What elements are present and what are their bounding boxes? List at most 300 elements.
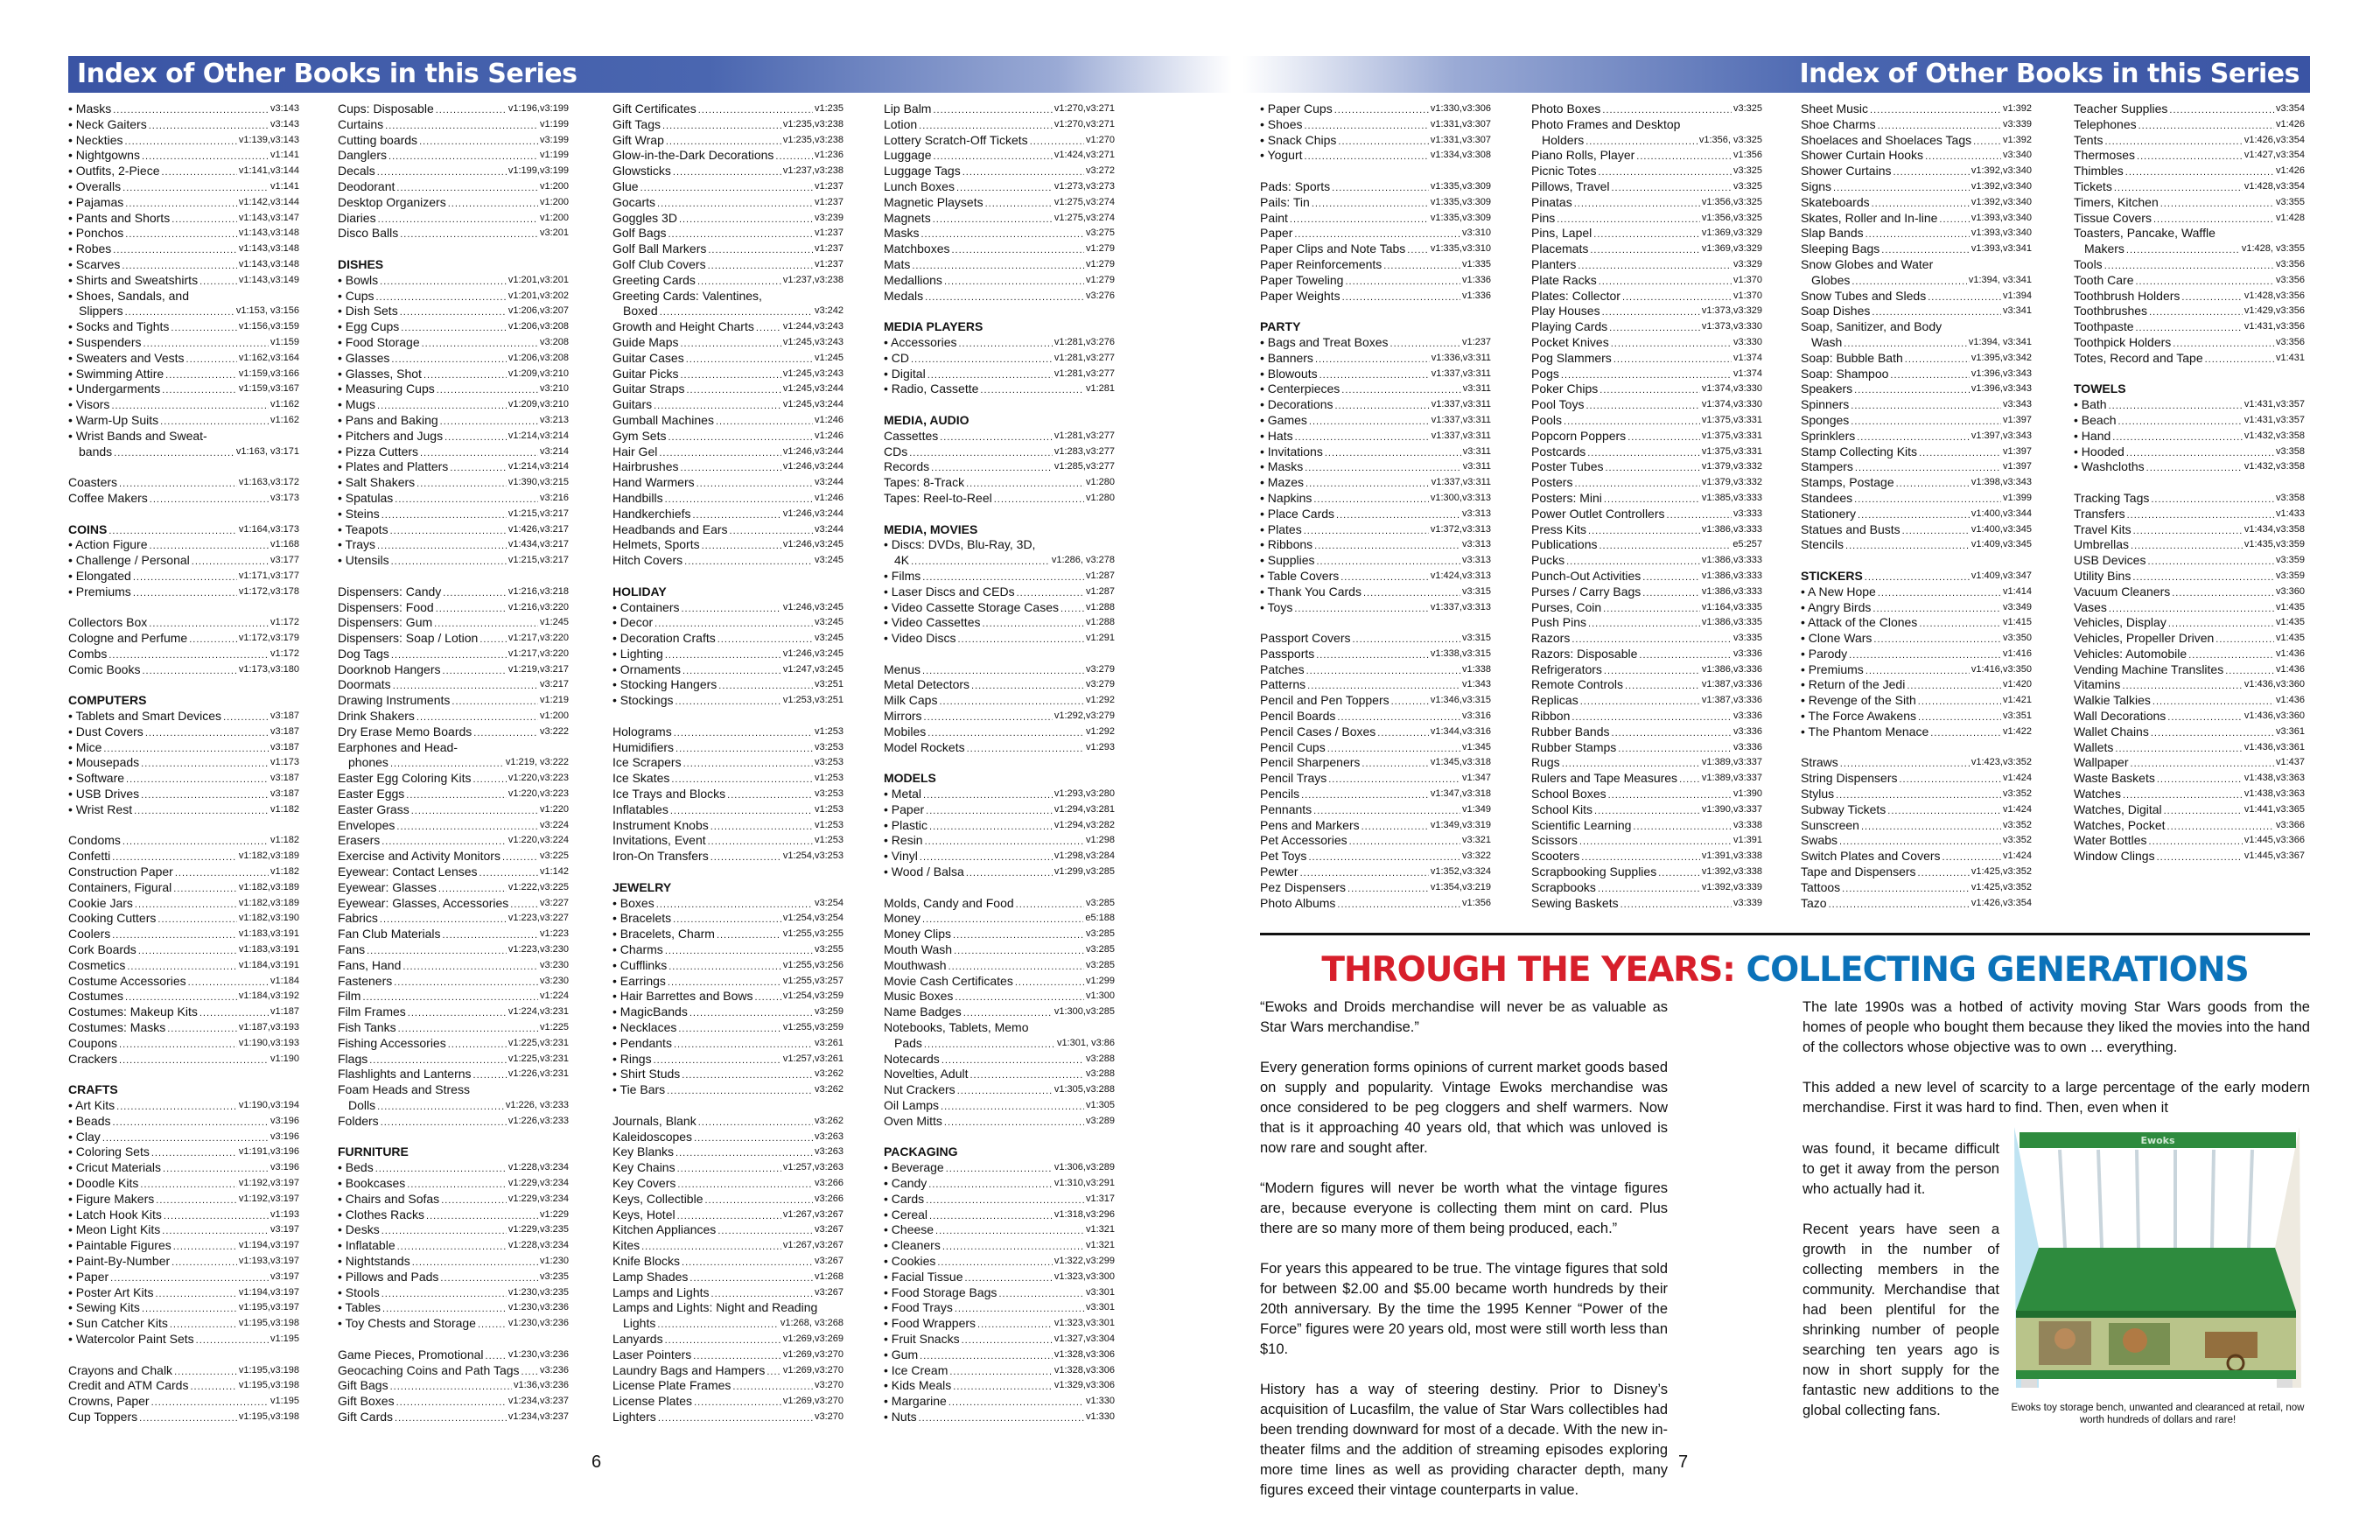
leader-dots (138, 942, 237, 958)
index-entry (68, 444, 299, 460)
index-entry (612, 818, 844, 834)
leader-dots (686, 382, 780, 397)
index-entry-label: Key Covers (612, 1175, 676, 1190)
index-entry-label: Vitamins (2074, 677, 2121, 692)
leader-dots (2109, 397, 2243, 413)
index-entry (1531, 319, 1762, 335)
index-page-ref: v1:347 (1461, 773, 1491, 784)
index-entry-label: Skateboards (1801, 194, 1870, 209)
leader-dots (377, 397, 507, 413)
index-page-ref: v1:219,v3:217 (508, 663, 569, 675)
index-entry-label: Movie Cash Certificates (884, 973, 1013, 988)
leader-dots (673, 164, 781, 179)
index-entry-label: bands (79, 444, 113, 458)
index-entry (884, 677, 1115, 693)
index-entry (884, 1254, 1115, 1270)
index-entry (884, 179, 1115, 195)
index-entry-label: Pens and Markers (1260, 817, 1360, 832)
index-entry-label: • Hats (1260, 428, 1293, 443)
index-entry-label: Deodorant (338, 178, 396, 193)
index-page-ref: v1:434,v3:217 (508, 539, 569, 550)
index-page-ref: v3:267 (814, 1286, 844, 1298)
leader-dots (1588, 615, 1700, 631)
index-page-ref: v1:343 (1461, 679, 1491, 690)
index-entry-label: Play Houses (1531, 304, 1600, 318)
index-page-ref: v1:425,v3:352 (1970, 866, 2032, 878)
index-entry (1260, 553, 1491, 569)
index-entry-label: JEWELRY (612, 879, 672, 894)
leader-dots (966, 475, 1084, 491)
leader-dots (1905, 351, 1970, 367)
leader-dots (1839, 833, 2001, 849)
leader-dots (200, 1004, 269, 1020)
leader-dots (1295, 429, 1430, 444)
index-entry (1531, 226, 1762, 242)
leader-dots (1628, 429, 1700, 444)
index-entry (1260, 273, 1491, 289)
index-page-ref: v1:375,v3:331 (1701, 430, 1762, 441)
index-entry (612, 1192, 844, 1208)
index-entry-label: Curtains (338, 116, 384, 131)
index-entry-label: • Toys (1260, 599, 1293, 614)
leader-dots (673, 911, 781, 927)
index-entry-label: Pillows, Travel (1531, 178, 1610, 193)
index-entry-label: Pencils (1260, 787, 1300, 802)
leader-dots (1878, 117, 2001, 133)
index-entry-label: • Action Figure (68, 537, 148, 552)
article-paragraph: For years this appeared to be true. The vintage figures that sold for between $2.00 and $5.00 became worth hundreds by their 20th anniversary. By the time the 1995 Kenner “Power of the Force” figures were 20 years old, most were still worth less than $10. (1260, 1261, 1668, 1357)
index-page-ref: v1:190 (270, 1053, 299, 1064)
index-page-ref: v1:229,v3:234 (508, 1177, 569, 1188)
index-entry-label: Envelopes (338, 817, 396, 832)
index-entry (1531, 615, 1762, 631)
index-page-ref: v1:336 (1461, 274, 1491, 285)
index-entry (1260, 677, 1491, 693)
index-entry (2074, 724, 2305, 740)
index-page-ref: v1:182,v3:189 (238, 897, 299, 908)
index-entry (338, 802, 569, 818)
leader-dots (113, 102, 269, 117)
index-page-ref: v1:436 (2275, 695, 2305, 706)
leader-dots (1337, 896, 1460, 912)
index-page-ref: v1:300,v3:313 (1430, 492, 1491, 503)
index-page-ref: v1:373,v3:330 (1701, 321, 1762, 332)
index-page-ref: v1:172,v3:178 (238, 585, 299, 597)
index-page-ref: v3:214 (539, 445, 569, 457)
index-entry (68, 1052, 299, 1068)
index-page-ref: v1:370 (1732, 290, 1762, 301)
leader-dots (1894, 164, 1970, 179)
index-entry (338, 102, 569, 117)
index-page-ref: v1:435 (2275, 601, 2305, 612)
index-category-heading (68, 1082, 299, 1098)
leader-dots (935, 1222, 1084, 1238)
leader-dots (718, 1222, 813, 1238)
index-entry-label: Hair Gel (612, 444, 658, 458)
index-entry-label: • Hooded (2074, 444, 2124, 458)
index-page-ref: v3:288 (1085, 1068, 1115, 1080)
index-entry (2074, 413, 2305, 429)
index-entry (884, 475, 1115, 491)
leader-dots (114, 444, 234, 460)
leader-dots (1844, 335, 1967, 351)
index-entry (884, 1114, 1115, 1130)
index-page-ref: v1:214,v3:214 (508, 461, 569, 472)
index-page-ref: v1:391 (1732, 835, 1762, 846)
section-divider (1260, 933, 2310, 935)
index-entry (68, 289, 299, 304)
index-page-ref: v3:301 (1085, 1302, 1115, 1313)
leader-dots (708, 242, 813, 257)
index-entry (1531, 709, 1762, 724)
index-entry-label: • Trays (338, 537, 376, 552)
index-entry (884, 1082, 1115, 1098)
leader-dots (127, 958, 237, 974)
index-page-ref: v1:416,v3:350 (1970, 663, 2032, 675)
index-entry (338, 1208, 569, 1223)
index-entry-label: Magnets (884, 210, 931, 225)
index-page-ref: v1:142,v3:144 (238, 196, 299, 207)
index-entry-label: Oil Lamps (884, 1098, 940, 1112)
index-entry-label: Lunch Boxes (884, 178, 955, 193)
index-entry-label: Goggles 3D (612, 210, 677, 225)
index-entry (1801, 319, 2032, 335)
index-entry-label: Scrapbooking Supplies (1531, 864, 1657, 879)
index-entry (884, 117, 1115, 133)
index-entry (2074, 833, 2305, 849)
leader-dots (1312, 195, 1429, 211)
leader-dots (931, 459, 1053, 475)
index-page-ref: v3:275 (1085, 228, 1115, 239)
index-entry-label: Subway Tickets (1801, 802, 1886, 816)
index-page-ref: v3:325 (1732, 165, 1762, 177)
leader-dots (381, 1114, 507, 1130)
index-entry (68, 911, 299, 927)
index-page-ref: v1:143,v3:148 (238, 228, 299, 239)
index-entry-label: • Neckties (68, 132, 123, 147)
index-page-ref: v1:182,v3:189 (238, 881, 299, 892)
index-spacer (2074, 367, 2305, 382)
article-title-blue: COLLECTING GENERATIONS (1746, 950, 2249, 990)
index-entry (1801, 693, 2032, 709)
leader-dots (1566, 553, 1700, 569)
leader-dots (141, 787, 269, 802)
index-page-ref: v1:143,v3:148 (238, 243, 299, 255)
leader-dots (957, 631, 1084, 647)
index-entry-label: • Tie Bars (612, 1082, 666, 1097)
index-entry-label: Exercise and Activity Monitors (338, 849, 500, 864)
index-entry-label: • Return of the Jedi (1801, 677, 1906, 692)
index-entry (1801, 179, 2032, 195)
index-page-ref: v1:172,v3:179 (238, 633, 299, 644)
index-entry-label: • Figure Makers (68, 1191, 155, 1206)
index-entry-label: • Mice (68, 739, 102, 754)
index-page-ref: v1:337,v3:311 (1431, 477, 1491, 488)
index-page-ref: v1:397 (2002, 461, 2032, 472)
index-entry (1260, 367, 1491, 382)
leader-dots (957, 1082, 1053, 1098)
index-entry (338, 459, 569, 475)
index-page-ref: v3:262 (814, 1068, 844, 1080)
index-page-ref: v1:230,v3:236 (508, 1318, 569, 1329)
index-page-ref: v1:164,v3:335 (1701, 601, 1762, 612)
index-entry (1531, 289, 1762, 304)
index-entry (1260, 179, 1491, 195)
index-entry-label: USB Devices (2074, 553, 2146, 568)
index-entry-label: • Coloring Sets (68, 1144, 150, 1159)
index-page-ref: v1:237 (814, 180, 844, 192)
leader-dots (1907, 677, 2001, 693)
index-page-ref: v1:345,v3:318 (1430, 757, 1491, 768)
index-entry (884, 662, 1115, 678)
leader-dots (929, 818, 1053, 834)
index-entry (612, 724, 844, 740)
index-entry (2074, 771, 2305, 787)
index-entry (612, 211, 844, 227)
index-entry (1801, 335, 2032, 351)
leader-dots (402, 958, 538, 974)
leader-dots (982, 615, 1083, 631)
index-entry-label: • Pizza Cutters (338, 444, 419, 458)
index-entry (612, 1238, 844, 1254)
index-page-ref: v3:336 (1732, 741, 1762, 752)
index-entry-label: • Kids Meals (884, 1378, 952, 1393)
index-page-ref: v1:162,v3:164 (238, 352, 299, 363)
index-entry (1260, 709, 1491, 724)
index-page-ref: v1:190,v3:193 (238, 1037, 299, 1048)
index-page-ref: v1:293 (1085, 741, 1115, 752)
index-entry-label: Oven Mitts (884, 1113, 942, 1128)
index-page-ref: v1:275,v3:274 (1054, 196, 1115, 207)
index-entry-label: • Angry Birds (1801, 599, 1872, 614)
index-entry-label: • Beads (68, 1113, 111, 1128)
index-entry-label: Lights (623, 1316, 656, 1331)
index-entry-label: Confetti (68, 849, 111, 864)
index-entry (2074, 179, 2305, 195)
leader-dots (140, 1176, 236, 1192)
leader-dots (2151, 491, 2274, 507)
index-entry (338, 647, 569, 662)
leader-dots (948, 1394, 1084, 1410)
index-entry (612, 148, 844, 164)
index-page-ref: v1:400,v3:344 (1970, 508, 2032, 519)
index-page-ref: v1:390 (1732, 788, 1762, 800)
index-page-ref: v1:424,v3:271 (1054, 150, 1115, 161)
leader-dots (448, 195, 538, 211)
index-entry (1801, 787, 2032, 802)
index-entry-label: String Dispensers (1801, 771, 1898, 786)
index-page-ref: v3:329 (1732, 258, 1762, 270)
leader-dots (668, 226, 812, 242)
index-entry-label: • Banners (1260, 350, 1313, 365)
leader-dots (2125, 164, 2274, 179)
leader-dots (1611, 335, 1732, 351)
index-page-ref: v3:356 (2275, 336, 2305, 347)
index-page-ref: e5:188 (1085, 913, 1115, 924)
index-page-ref: v3:352 (2002, 835, 2032, 846)
leader-dots (1304, 522, 1429, 538)
leader-dots (1313, 802, 1460, 818)
index-page-ref: v3:235 (539, 1270, 569, 1282)
article-paragraph: “Ewoks and Droids merchandise will never be as valuable as Star Wars merchandise.” (1260, 999, 1668, 1035)
index-page-ref: v1:246,v3:244 (782, 461, 844, 472)
leader-dots (1300, 864, 1429, 880)
leader-dots (1290, 211, 1429, 227)
leader-dots (407, 1176, 507, 1192)
index-entry (2074, 319, 2305, 335)
index-page-ref: v1:254,v3:254 (782, 913, 844, 924)
leader-dots (928, 367, 1053, 382)
index-page-ref: v1:235,v3:238 (782, 134, 844, 145)
article-paragraph: Recent years have seen a growth in the number of collecting members in the community. Merchandise that had been plentiful for the shrinking number of people searching ten years ago is now in short supply for the fantastic new additions to the global collecting fans. (1802, 1222, 1999, 1418)
index-entry (1260, 413, 1491, 429)
index-entry (1260, 600, 1491, 616)
index-page-ref: v3:356 (2275, 258, 2305, 270)
leader-dots (682, 600, 781, 616)
leader-dots (2152, 693, 2274, 709)
index-entry-label: • Cups (338, 288, 374, 303)
index-entry (1801, 397, 2032, 413)
index-entry-label: Film (338, 989, 361, 1004)
index-entry (1260, 818, 1491, 834)
index-entry-label: • Laser Discs and CEDs (884, 584, 1015, 598)
index-entry-label: • Toy Chests and Storage (338, 1316, 476, 1331)
index-page-ref: v3:177 (270, 555, 299, 566)
index-entry (1531, 833, 1762, 849)
index-entry (1531, 507, 1762, 522)
leader-dots (162, 382, 237, 397)
index-page-ref: v3:279 (1085, 679, 1115, 690)
index-entry (68, 864, 299, 880)
leader-dots (684, 553, 813, 569)
index-entry (1801, 459, 2032, 475)
index-entry-label: Mirrors (884, 709, 922, 724)
index-entry (1531, 242, 1762, 257)
index-entry-label: Paper Weights (1260, 288, 1340, 303)
leader-dots (2157, 771, 2243, 787)
index-entry-label: • Masks (68, 102, 112, 116)
index-entry-label: Stationery (1801, 506, 1857, 521)
leader-dots (1625, 677, 1700, 693)
index-page-ref: v1:386,v3:335 (1701, 617, 1762, 628)
index-page-ref: v1:426,v3:217 (508, 523, 569, 535)
leader-dots (1306, 662, 1460, 678)
leader-dots (400, 304, 507, 319)
index-entry (1531, 195, 1762, 211)
index-entry-label: • Steins (338, 506, 380, 521)
index-entry (1801, 802, 2032, 818)
index-entry-label: Decals (338, 164, 375, 178)
index-page-ref: v1:220,v3:223 (508, 788, 569, 800)
index-entry-label: Collectors Box (68, 615, 148, 630)
index-entry-label: Drink Shakers (338, 709, 415, 724)
index-entry (2074, 335, 2305, 351)
index-page-ref: v1:195,v3:198 (238, 1410, 299, 1422)
index-page-ref: v1:182 (270, 835, 299, 846)
leader-dots (727, 787, 813, 802)
index-page-ref: v1:389,v3:337 (1701, 757, 1762, 768)
index-page-ref: v1:287 (1085, 585, 1115, 597)
leader-dots (480, 864, 538, 880)
index-entry (884, 1176, 1115, 1192)
index-entry (338, 818, 569, 834)
index-entry (2074, 304, 2305, 319)
index-page-ref: v1:217,v3:220 (508, 648, 569, 659)
index-page-ref: v3:285 (1085, 928, 1115, 940)
index-page-ref: v1:395,v3:342 (1970, 352, 2032, 363)
leader-dots (1836, 787, 2001, 802)
index-entry-label: Easter Eggs (338, 787, 405, 802)
index-entry-label: • Pitchers and Jugs (338, 428, 444, 443)
index-page-ref: v3:336 (1732, 725, 1762, 737)
index-page-ref: v1:141,v3:144 (238, 165, 299, 177)
index-entry-label: • Neck Gaiters (68, 116, 147, 131)
index-entry-label: School Boxes (1531, 787, 1606, 802)
index-entry (338, 1222, 569, 1238)
leader-dots (1363, 584, 1460, 600)
index-entry (1260, 662, 1491, 678)
leader-dots (1667, 507, 1732, 522)
leader-dots (944, 273, 1084, 289)
index-entry (884, 257, 1115, 273)
leader-dots (162, 164, 237, 179)
index-page-ref: v1:433 (2275, 508, 2305, 519)
index-entry-label: • Invitations (1260, 444, 1323, 458)
index-entry-label: Switch Plates and Covers (1801, 849, 1941, 864)
index-page-ref: v1:379,v3:332 (1701, 461, 1762, 472)
index-entry (2074, 133, 2305, 149)
leader-dots (2172, 584, 2274, 600)
index-entry (884, 273, 1115, 289)
index-page-ref: v1:338,v3:315 (1430, 648, 1491, 659)
index-entry (612, 896, 844, 912)
index-page-ref: v1:234,v3:237 (508, 1410, 569, 1422)
index-page-ref: v1:245 (539, 617, 569, 628)
index-entry (68, 724, 299, 740)
index-entry-label: Coasters (68, 475, 118, 490)
index-entry (612, 335, 844, 351)
index-entry-label: PACKAGING (884, 1144, 958, 1159)
index-page-ref: v1:429,v3:356 (2244, 305, 2305, 317)
index-entry-label: Dog Tags (338, 646, 389, 661)
leader-dots (369, 1052, 507, 1068)
index-entry-label: • Wrist Rest (68, 802, 133, 816)
index-entry (338, 1410, 569, 1425)
index-entry (1531, 335, 1762, 351)
index-entry (68, 974, 299, 990)
index-page-ref: v1:424,v3:313 (1430, 570, 1491, 581)
index-entry (2074, 226, 2305, 242)
index-page-ref: v1:415 (2002, 617, 2032, 628)
index-entry (68, 382, 299, 397)
index-entry-label: Coolers (68, 927, 111, 942)
index-entry-label: Invitations, Event (612, 833, 706, 848)
index-entry-label: CDs (884, 444, 908, 458)
index-page-ref: v1:246 (814, 430, 844, 441)
leader-dots (2138, 117, 2274, 133)
index-category-heading (338, 1144, 569, 1160)
leader-dots (173, 880, 237, 896)
leader-dots (1017, 584, 1084, 600)
index-page-ref: v1:385,v3:333 (1701, 492, 1762, 503)
index-page-ref: v1:374,v3:330 (1701, 383, 1762, 395)
index-entry-label: Toothpaste (2074, 319, 2134, 334)
leader-dots (967, 740, 1084, 756)
index-entry (1531, 662, 1762, 678)
index-page-ref: v3:350 (2002, 633, 2032, 644)
leader-dots (1581, 849, 1700, 864)
index-entry-label: Paper Reinforcements (1260, 256, 1382, 271)
